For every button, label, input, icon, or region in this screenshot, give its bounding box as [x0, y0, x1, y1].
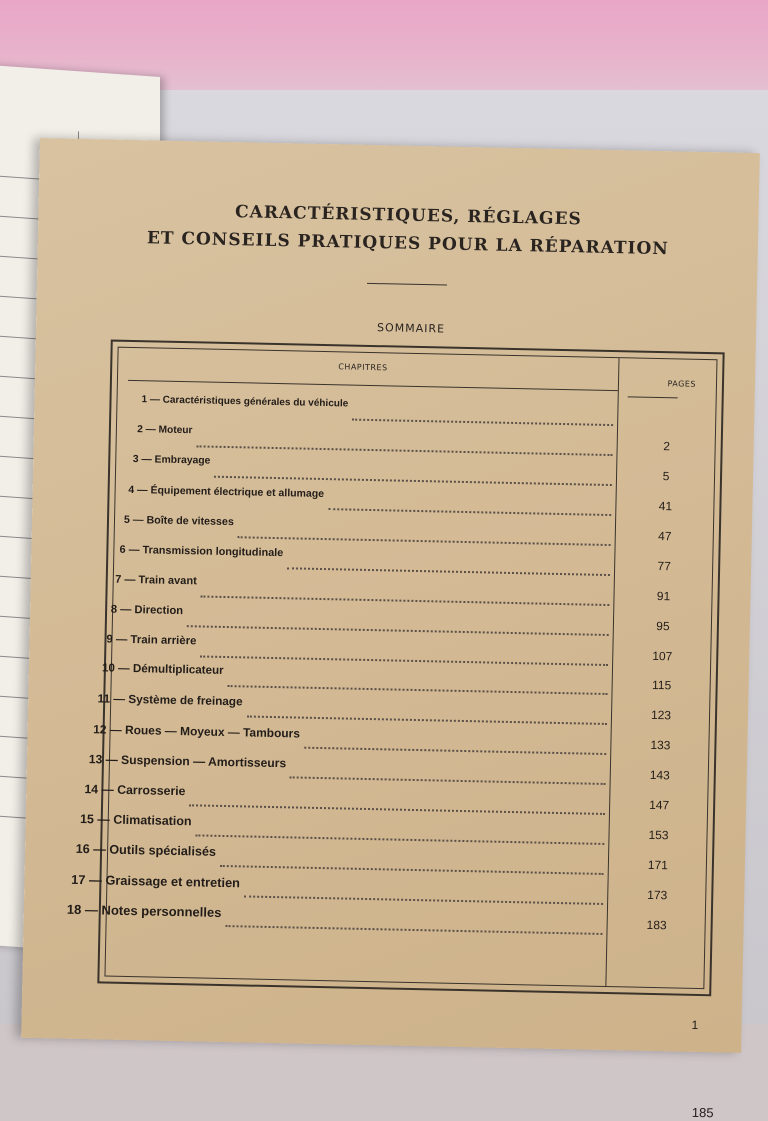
right-page	[21, 138, 760, 1121]
toc-inner-frame	[66, 347, 717, 1121]
leader-dots	[244, 894, 603, 905]
leader-dots	[200, 654, 608, 666]
page-number: 143	[649, 768, 670, 783]
chapter-label: 9 — Train arrière	[106, 633, 197, 647]
table-of-contents	[66, 340, 724, 1121]
chapter-label: 8 — Direction	[110, 603, 184, 617]
chapter-label: 14 — Carrosserie	[84, 782, 186, 799]
column-header-pages: PAGES	[667, 379, 697, 389]
chapter-label: 11 — Système de freinage	[97, 692, 243, 709]
chapter-label: 18 — Notes personnelles	[66, 901, 222, 920]
leader-dots	[287, 566, 610, 576]
leader-dots	[196, 834, 605, 846]
leader-dots	[290, 776, 606, 786]
page-number: 41	[658, 498, 673, 514]
page-number: 107	[652, 648, 673, 663]
page-number: 115	[651, 678, 672, 693]
page-title-line-1: CARACTÉRISTIQUES, RÉGLAGES	[234, 202, 582, 230]
leader-dots	[246, 715, 606, 726]
page-number: 47	[657, 528, 672, 544]
chapter-label: 15 — Climatisation	[79, 812, 192, 829]
page-number: 183	[646, 917, 667, 933]
chapter-label: 17 — Graissage et entretien	[71, 871, 241, 891]
chapter-label: 6 — Transmission longitudinale	[119, 543, 284, 559]
page-number: 171	[647, 858, 669, 873]
page-number: 2	[663, 439, 671, 454]
page-number: 173	[647, 887, 668, 903]
chapter-label: 5 — Boîte de vitesses	[123, 513, 234, 528]
leader-dots	[214, 475, 612, 486]
chapter-label: 7 — Train avant	[115, 573, 197, 588]
chapter-label: 2 — Moteur	[137, 424, 193, 437]
chapter-label: 16 — Outils spécialisés	[75, 842, 217, 859]
leader-dots	[238, 535, 611, 546]
page-number: 153	[648, 828, 669, 843]
page-number: 123	[650, 708, 672, 723]
chapter-label: 13 — Suspension — Amortisseurs	[88, 752, 287, 771]
page-number	[637, 409, 697, 410]
title-divider	[367, 283, 447, 286]
page-number: 147	[648, 798, 670, 813]
page-number: 95	[656, 618, 670, 633]
page-number: 133	[650, 738, 671, 753]
leader-dots	[196, 444, 612, 456]
leader-dots	[352, 418, 613, 426]
folio-number: 1	[691, 1017, 699, 1032]
header-rule	[128, 380, 618, 391]
chapter-label: 3 — Embrayage	[132, 453, 211, 467]
final-page-number: 185	[691, 1104, 714, 1121]
column-header-chapitres: CHAPITRES	[338, 362, 388, 373]
leader-dots	[225, 924, 602, 935]
leader-dots	[187, 624, 609, 636]
chapter-label: 4 — Équipement électrique et allumage	[128, 483, 325, 500]
leader-dots	[328, 507, 611, 516]
chapter-label: 12 — Roues — Moyeux — Tambours	[93, 722, 301, 741]
chapter-label: 1 — Caractéristiques générales du véhicule	[141, 394, 349, 410]
page-number: 5	[662, 468, 670, 484]
leader-dots	[304, 746, 606, 755]
leader-dots	[189, 804, 605, 816]
sommaire-heading: SOMMAIRE	[376, 321, 446, 336]
chapter-label: 10 — Démultiplicateur	[101, 662, 224, 678]
page-number: 91	[656, 588, 671, 603]
leader-dots	[227, 685, 607, 696]
page-title-line-2: ET CONSEILS PRATIQUES POUR LA RÉPARATION	[146, 228, 670, 260]
pages-header-rule	[628, 396, 678, 398]
leader-dots	[201, 594, 610, 606]
leader-dots	[220, 864, 604, 875]
page-number: 77	[657, 558, 671, 574]
